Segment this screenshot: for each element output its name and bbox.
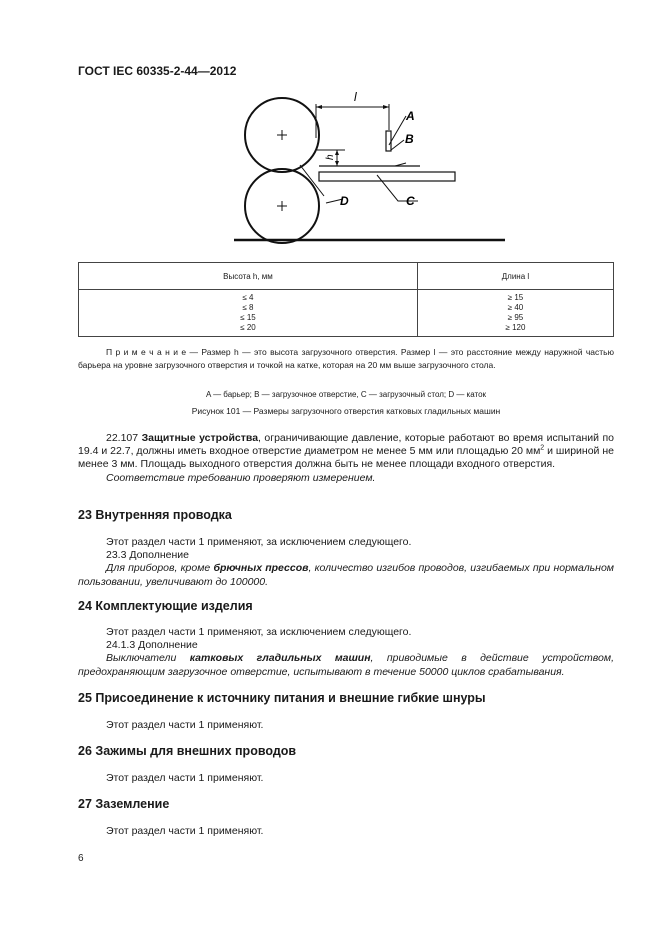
section-24-body: Этот раздел части 1 применяют, за исключением следующего. 24.1.3 Дополнение Выключатели катковых гладильных машин, приводимые в действие устройством, предохраняющим загрузочное отверстие, испытывают в течение 50000 циклов срабатывания. bbox=[78, 626, 614, 678]
loading-table bbox=[319, 172, 455, 181]
section-27-body: Этот раздел части 1 применяют. bbox=[106, 825, 264, 837]
clause-term: Защитные устройства bbox=[141, 432, 259, 444]
section-24-heading: 24 Комплектующие изделия bbox=[78, 599, 253, 613]
figure-caption: Рисунок 101 — Размеры загрузочного отверстия катковых гладильных машин bbox=[191, 406, 501, 416]
section-27-heading: 27 Заземление bbox=[78, 797, 170, 811]
table-row: ≤ 8 ≥ 40 bbox=[79, 303, 614, 313]
figure-101-drawing bbox=[0, 0, 661, 250]
label-b: B bbox=[405, 132, 414, 146]
dim-h-label: h bbox=[325, 154, 336, 160]
clause-22-107: 22.107 Защитные устройства, ограничивающие давление, которые работают во время испытаний по 19.4 и 22.7, должны иметь входное отверстие диаметром не менее 5 мм или площадью 20 $мм^2$ и шириной не менее 3 мм. Площадь выходного отверстия должна быть не менее площади входного отверстия. Соответствие требованию проверяют измерением. bbox=[78, 432, 614, 484]
table-row: ≤ 20 ≥ 120 bbox=[79, 323, 614, 337]
section-26-heading: 26 Зажимы для внешних проводов bbox=[78, 744, 297, 758]
note-lead: П р и м е ч а н и е bbox=[106, 347, 187, 357]
section-25-heading: 25 Присоединение к источнику питания и внешние гибкие шнуры bbox=[78, 691, 486, 705]
dim-l-label: l bbox=[354, 90, 357, 104]
table-row: ≤ 15 ≥ 95 bbox=[79, 313, 614, 323]
section-23-body: Этот раздел части 1 применяют, за исключением следующего. 23.3 Дополнение Для приборов, кроме брючных прессов, количество изгибов проводов, изгибаемых при нормальном пользовании, увеличивают до 100000. bbox=[78, 536, 614, 588]
figure-legend: A — барьер; B — загрузочное отверстие, C — загрузочный стол; D — каток bbox=[205, 390, 487, 399]
note-text: — Размер h — это высота загрузочного отверстия. Размер l — это расстояние между наружной частью барьера на уровне загрузочного отверстия и точкой на катке, которая на 20 мм выше загрузочного стола. bbox=[78, 347, 614, 370]
figure-note bbox=[78, 346, 614, 372]
table-row: ≤ 4 ≥ 15 bbox=[79, 290, 614, 304]
barrier bbox=[386, 131, 391, 151]
label-c: C bbox=[406, 194, 415, 208]
table-header-height: Высота h, мм bbox=[79, 263, 418, 290]
document-header: ГОСТ IEC 60335-2-44—2012 bbox=[78, 64, 237, 78]
label-d: D bbox=[340, 194, 349, 208]
section-25-body: Этот раздел части 1 применяют. bbox=[106, 719, 264, 731]
section-23-heading: 23 Внутренняя проводка bbox=[78, 508, 232, 522]
label-a: A bbox=[406, 109, 415, 123]
section-26-body: Этот раздел части 1 применяют. bbox=[106, 772, 264, 784]
page-number: 6 bbox=[78, 853, 84, 864]
table-header-length: Длина l bbox=[417, 263, 613, 290]
dimensions-table bbox=[78, 262, 614, 337]
compliance-text: Соответствие требованию проверяют измерением. bbox=[106, 471, 376, 484]
